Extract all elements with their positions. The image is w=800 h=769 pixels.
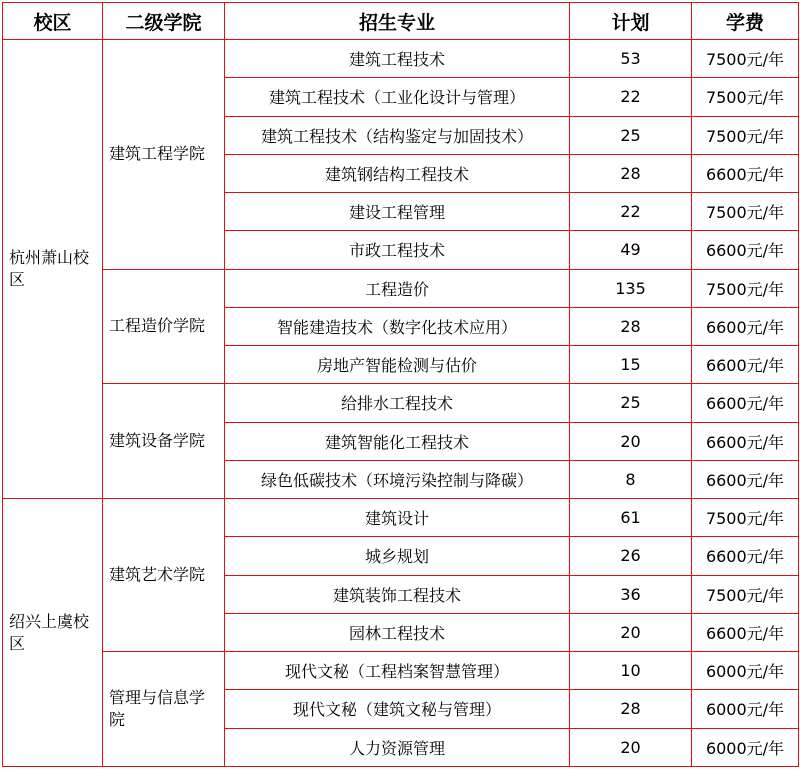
fee-cell: 7500元/年 <box>692 499 799 537</box>
fee-cell: 7500元/年 <box>692 78 799 116</box>
header-plan: 计划 <box>570 3 692 40</box>
fee-cell: 7500元/年 <box>692 40 799 78</box>
fee-cell: 7500元/年 <box>692 269 799 307</box>
plan-cell: 20 <box>570 422 692 460</box>
fee-cell: 6000元/年 <box>692 652 799 690</box>
table-header <box>3 3 799 40</box>
fee-cell: 6600元/年 <box>692 613 799 651</box>
fee-cell: 7500元/年 <box>692 193 799 231</box>
major-cell: 智能建造技术（数字化技术应用） <box>225 307 570 345</box>
fee-cell: 6600元/年 <box>692 154 799 192</box>
major-cell: 建筑钢结构工程技术 <box>225 154 570 192</box>
plan-cell: 8 <box>570 460 692 498</box>
plan-cell: 10 <box>570 652 692 690</box>
enrollment-table <box>2 2 799 767</box>
plan-cell: 22 <box>570 193 692 231</box>
fee-cell: 6600元/年 <box>692 346 799 384</box>
table-row <box>3 652 799 690</box>
major-cell: 现代文秘（建筑文秘与管理） <box>225 690 570 728</box>
fee-cell: 6600元/年 <box>692 460 799 498</box>
plan-cell: 20 <box>570 728 692 767</box>
plan-cell: 28 <box>570 154 692 192</box>
plan-cell: 36 <box>570 575 692 613</box>
major-cell: 人力资源管理 <box>225 728 570 767</box>
plan-cell: 15 <box>570 346 692 384</box>
major-cell: 市政工程技术 <box>225 231 570 269</box>
table-row <box>3 40 799 78</box>
college-cell: 建筑工程学院 <box>103 40 225 270</box>
major-cell: 绿色低碳技术（环境污染控制与降碳） <box>225 460 570 498</box>
plan-cell: 49 <box>570 231 692 269</box>
major-cell: 建筑工程技术 <box>225 40 570 78</box>
fee-cell: 7500元/年 <box>692 116 799 154</box>
plan-cell: 28 <box>570 307 692 345</box>
header-major: 招生专业 <box>225 3 570 40</box>
major-cell: 建筑设计 <box>225 499 570 537</box>
major-cell: 工程造价 <box>225 269 570 307</box>
table-row <box>3 384 799 422</box>
fee-cell: 6600元/年 <box>692 384 799 422</box>
fee-cell: 7500元/年 <box>692 575 799 613</box>
table-row <box>3 269 799 307</box>
header-campus: 校区 <box>3 3 103 40</box>
major-cell: 建筑工程技术（工业化设计与管理） <box>225 78 570 116</box>
major-cell: 给排水工程技术 <box>225 384 570 422</box>
header-fee: 学费 <box>692 3 799 40</box>
major-cell: 房地产智能检测与估价 <box>225 346 570 384</box>
fee-cell: 6600元/年 <box>692 422 799 460</box>
plan-cell: 53 <box>570 40 692 78</box>
plan-cell: 61 <box>570 499 692 537</box>
table-body <box>3 40 799 767</box>
major-cell: 建筑工程技术（结构鉴定与加固技术） <box>225 116 570 154</box>
plan-cell: 25 <box>570 116 692 154</box>
header-row <box>3 3 799 40</box>
fee-cell: 6600元/年 <box>692 537 799 575</box>
campus-cell: 杭州萧山校区 <box>3 40 103 499</box>
plan-cell: 22 <box>570 78 692 116</box>
college-cell: 管理与信息学院 <box>103 652 225 767</box>
plan-cell: 25 <box>570 384 692 422</box>
plan-cell: 20 <box>570 613 692 651</box>
college-cell: 建筑设备学院 <box>103 384 225 499</box>
header-college: 二级学院 <box>103 3 225 40</box>
major-cell: 建筑装饰工程技术 <box>225 575 570 613</box>
table-row <box>3 499 799 537</box>
major-cell: 建设工程管理 <box>225 193 570 231</box>
college-cell: 建筑艺术学院 <box>103 499 225 652</box>
plan-cell: 28 <box>570 690 692 728</box>
major-cell: 现代文秘（工程档案智慧管理） <box>225 652 570 690</box>
plan-cell: 26 <box>570 537 692 575</box>
fee-cell: 6600元/年 <box>692 307 799 345</box>
major-cell: 园林工程技术 <box>225 613 570 651</box>
major-cell: 建筑智能化工程技术 <box>225 422 570 460</box>
fee-cell: 6000元/年 <box>692 690 799 728</box>
college-cell: 工程造价学院 <box>103 269 225 384</box>
fee-cell: 6000元/年 <box>692 728 799 767</box>
plan-cell: 135 <box>570 269 692 307</box>
campus-cell: 绍兴上虞校区 <box>3 499 103 767</box>
major-cell: 城乡规划 <box>225 537 570 575</box>
fee-cell: 6600元/年 <box>692 231 799 269</box>
